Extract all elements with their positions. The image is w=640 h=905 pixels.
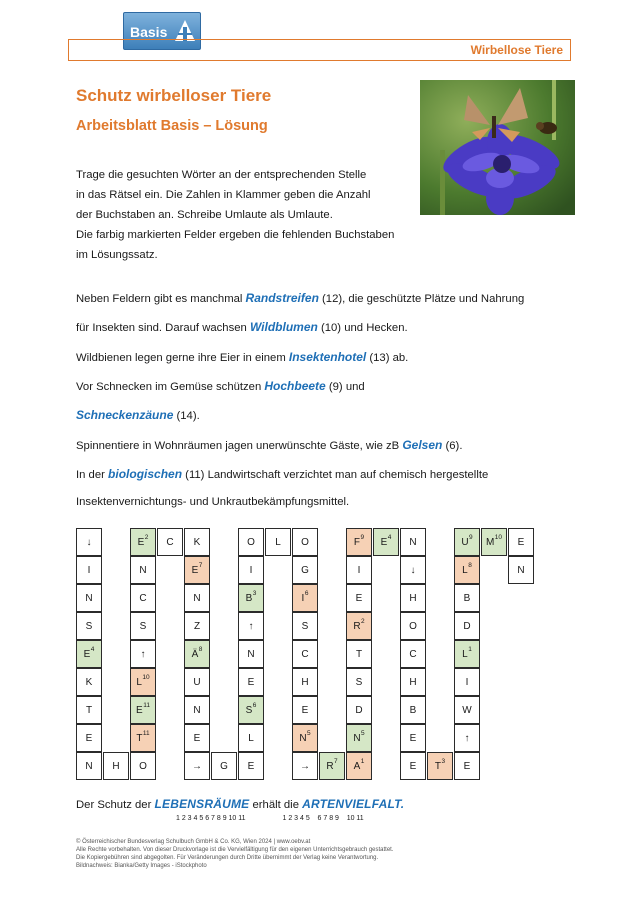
crossword-cell [292,696,318,724]
crossword-cell [76,668,102,696]
solution-text: Der Schutz der [76,799,155,811]
cell-letter: D [355,704,363,716]
cell-letter: N [517,564,525,576]
cell-letter: E [355,592,363,604]
footer-line: Bildnachweis: Bianka/Getty Images - iStockphoto [76,863,207,869]
crossword-cell [400,612,426,640]
crossword-cell: U $^9$ [454,528,480,556]
cell-letter: S [85,620,93,632]
crossword-cell [130,556,156,584]
crossword-cell [157,528,183,556]
cell-letter: I [465,676,469,688]
crossword-cell [130,752,156,780]
cell-letter: L [462,564,468,576]
cell-letter: I [87,564,91,576]
crossword-cell [238,556,264,584]
cell-letter: T [85,704,93,716]
cloze-sentence [76,438,462,452]
cell-letter: T [434,760,441,772]
cell-letter: U [193,676,201,688]
crossword-cell [508,556,534,584]
crossword-cell [76,528,102,556]
crossword-cell: T $^{11}$ [130,724,156,752]
footer-line: © Österreichischer Bundesverlag Schulbuch GmbH & Co. KG, Wien 2024 | www.oebv.at [76,839,311,845]
cell-letter: N [85,760,93,772]
sentence-text: für Insekten sind. Darauf wachsen [76,322,250,334]
sentence-text: Spinnentiere in Wohnräumen jagen unerwünschte Gäste, wie zB [76,440,403,452]
crossword-cell [292,668,318,696]
sentence-text: (11) Landwirtschaft verzichtet man auf chemisch hergestellte [182,469,489,481]
cell-letter: E [191,564,199,576]
cell-letter: W [462,704,472,716]
crossword-cell [265,528,291,556]
crossword-cell: E $^7$ [184,556,210,584]
cell-letter: B [245,592,253,604]
cell-letter: I [301,592,305,604]
crossword-cell [130,612,156,640]
crossword-cell [454,668,480,696]
crossword-cell [76,556,102,584]
cell-letter: → [300,760,310,772]
cell-letter: E [380,536,388,548]
cell-letter: L [136,676,142,688]
cell-letter: G [301,564,309,576]
crossword-cell: R $^7$ [319,752,345,780]
cell-letter: C [409,648,417,660]
crossword-cell [454,724,480,752]
answer-word: Gelsen [402,438,443,452]
crossword-cell: Ä $^8$ [184,640,210,668]
cell-letter: Ä [191,648,199,660]
cell-letter: ↑ [464,732,470,744]
crossword-cell [400,696,426,724]
crossword-cell [292,640,318,668]
crossword-cell [400,668,426,696]
crossword-cell [184,668,210,696]
crossword-grid [76,528,538,780]
crossword-cell [400,584,426,612]
cell-letter: E [136,704,143,716]
sentence-text: (6). [442,440,463,452]
cell-letter: O [301,536,309,548]
sentence-text: In der [76,469,109,481]
instructions [76,165,416,265]
cell-letter: N [247,648,255,660]
cell-letter: S [245,704,253,716]
cloze-sentence [76,320,408,334]
crossword-cell [400,556,426,584]
cell-letter: N [139,564,147,576]
cell-letter: M [485,536,495,548]
crossword-cell [76,612,102,640]
sentence-text: Vor Schnecken im Gemüse schützen [76,381,265,393]
cell-letter: L [248,732,254,744]
cell-letter: S [139,620,147,632]
cell-letter: S [301,620,309,632]
crossword-cell [238,528,264,556]
cell-letter: C [166,536,174,548]
instruction-line: im Lösungssatz. [76,249,158,261]
crossword-cell [292,752,318,780]
footer-line: Alle Rechte vorbehalten. Von dieser Druckvorlage ist die Vervielfältigung für den eigenen Unterrichtsgebrauch gestattet. [76,847,394,853]
sentence-text: (12), die geschützte Plätze und Nahrung [318,293,525,305]
page-subtitle: Arbeitsblatt Basis – Lösung [76,118,268,134]
crossword-cell [454,612,480,640]
answer-word: Insektenhotel [288,350,367,364]
cell-letter: H [112,760,120,772]
footer-line: Die Kopiergebühren sind abgegolten. Für Veränderungen durch Dritte übernimmt der Verlag keine Verantwortung. [76,855,379,861]
cell-letter: E [83,648,91,660]
cell-letter: ↓ [86,536,92,548]
cell-letter: N [353,732,361,744]
cloze-sentence [76,467,488,481]
crossword-cell: F $^9$ [346,528,372,556]
cell-letter: R [326,760,334,772]
crossword-cell [400,528,426,556]
crossword-cell [130,640,156,668]
cell-letter: G [220,760,228,772]
page-title: Schutz wirbelloser Tiere [76,86,272,105]
cell-letter: S [355,676,363,688]
crossword-cell: S $^6$ [238,696,264,724]
crossword-cell [238,752,264,780]
crossword-cell [346,696,372,724]
crossword-cell [292,528,318,556]
sentence-text: (13) ab. [366,352,409,364]
crossword-cell [76,752,102,780]
crossword-cell [76,584,102,612]
crossword-cell [292,556,318,584]
cell-letter: E [409,760,417,772]
cell-letter: O [247,536,255,548]
cell-letter: D [463,620,471,632]
crossword-cell [400,724,426,752]
instruction-line: der Buchstaben an. Schreibe Umlaute als Umlaute. [76,209,333,221]
cell-letter: ↑ [140,648,146,660]
cell-letter: E [517,536,525,548]
sentence-text: Wildbienen legen gerne ihre Eier in einem [76,352,289,364]
header-title: Wirbellose Tiere [470,43,563,57]
crossword-cell [238,640,264,668]
cloze-sentence [76,350,408,364]
instruction-line: in das Rätsel ein. Die Zahlen in Klammer geben die Anzahl [76,189,371,201]
crossword-cell [400,640,426,668]
cloze-sentence [76,408,200,422]
crossword-cell [346,668,372,696]
crossword-cell [76,724,102,752]
cell-letter: H [409,676,417,688]
cell-letter: O [139,760,147,772]
cell-letter: U [461,536,469,548]
solution-text: erhält die [249,799,303,811]
header-bar [68,39,571,61]
cell-letter: K [193,536,201,548]
answer-word: Randstreifen [245,291,319,305]
solution-letter-numbers: 1 2 3 4 5 6 7 8 9 10 11 1 2 3 4 5 6 7 8 9 10 11 [176,815,364,822]
crossword-cell: M $^{10}$ [481,528,507,556]
crossword-cell [346,584,372,612]
crossword-cell: N $^5$ [292,724,318,752]
cell-letter: N [85,592,93,604]
cell-letter: A [353,760,361,772]
sentence-text: Insektenvernichtungs- und Unkrautbekämpfungsmittel. [76,496,350,508]
crossword-cell: I $^6$ [292,584,318,612]
crossword-cell [76,696,102,724]
cell-letter: T [136,732,143,744]
answer-word: Wildblumen [249,320,318,334]
cell-letter: E [409,732,417,744]
cell-letter: E [463,760,471,772]
copyright-footer [76,838,394,870]
crossword-cell [292,612,318,640]
crossword-cell [103,752,129,780]
cell-letter: H [409,592,417,604]
crossword-cell: L $^8$ [454,556,480,584]
cell-letter: Z [193,620,201,632]
crossword-cell [130,584,156,612]
crossword-cell: N $^5$ [346,724,372,752]
crossword-cell: E $^4$ [373,528,399,556]
crossword-cell [400,752,426,780]
cloze-sentence [76,291,524,305]
cell-letter: E [247,760,255,772]
cell-letter: ↑ [248,620,254,632]
cell-letter: I [249,564,253,576]
solution-word-1: LEBENSRÄUME [154,797,250,811]
crossword-cell [211,752,237,780]
cell-letter: N [299,732,307,744]
sentence-text: (14). [173,410,200,422]
crossword-cell [184,528,210,556]
instruction-line: Die farbig markierten Felder ergeben die fehlenden Buchstaben [76,229,395,241]
sentence-text: Neben Feldern gibt es manchmal [76,293,246,305]
crossword-cell [184,612,210,640]
cell-letter: E [85,732,93,744]
crossword-cell [508,528,534,556]
answer-word: biologischen [108,467,183,481]
crossword-cell: T $^3$ [427,752,453,780]
crossword-cell: E $^{11}$ [130,696,156,724]
crossword-cell [184,696,210,724]
cell-letter: C [301,648,309,660]
crossword-cell [184,724,210,752]
crossword-cell [184,584,210,612]
crossword-cell [454,752,480,780]
crossword-cell [184,752,210,780]
cell-letter: I [357,564,361,576]
cell-letter: T [355,648,363,660]
cloze-sentence [76,379,365,393]
logo-text: Basis [130,24,168,40]
cell-letter: K [85,676,93,688]
cell-letter: R [353,620,361,632]
crossword-cell: A $^1$ [346,752,372,780]
cell-letter: E [301,704,309,716]
crossword-cell: E $^4$ [76,640,102,668]
cell-letter: H [301,676,309,688]
cell-letter: B [409,704,417,716]
instruction-line: Trage die gesuchten Wörter an der entsprechenden Stelle [76,169,367,181]
cell-letter: N [193,704,201,716]
cell-letter: F [353,536,360,548]
sentence-text: (10) und Hecken. [317,322,408,334]
crossword-cell: L $^1$ [454,640,480,668]
solution-word-2: ARTENVIELFALT. [302,797,405,811]
cell-letter: ↓ [410,564,416,576]
cell-letter: L [275,536,281,548]
crossword-cell [454,584,480,612]
cell-letter: C [139,592,147,604]
cloze-sentence [76,496,349,508]
cell-letter: L [462,648,468,660]
cell-letter: → [192,760,202,772]
crossword-cell [238,668,264,696]
solution-sentence [76,797,404,811]
answer-word: Hochbeete [264,379,326,393]
crossword-cell: R $^2$ [346,612,372,640]
crossword-cell: L $^{10}$ [130,668,156,696]
crossword-cell [346,556,372,584]
cell-letter: N [409,536,417,548]
cell-letter: N [193,592,201,604]
crossword-cell [238,724,264,752]
cell-letter: E [193,732,201,744]
crossword-cell [454,696,480,724]
sentence-text: (9) und [325,381,365,393]
crossword-cell [346,640,372,668]
cell-letter: O [409,620,417,632]
cell-letter: E [137,536,145,548]
crossword-cell: B $^3$ [238,584,264,612]
answer-word: Schneckenzäune [76,408,174,422]
cell-letter: B [463,592,471,604]
crossword-cell [238,612,264,640]
crossword-cell: E $^2$ [130,528,156,556]
butterfly-cornflower-photo [420,80,575,215]
cell-letter: E [247,676,255,688]
